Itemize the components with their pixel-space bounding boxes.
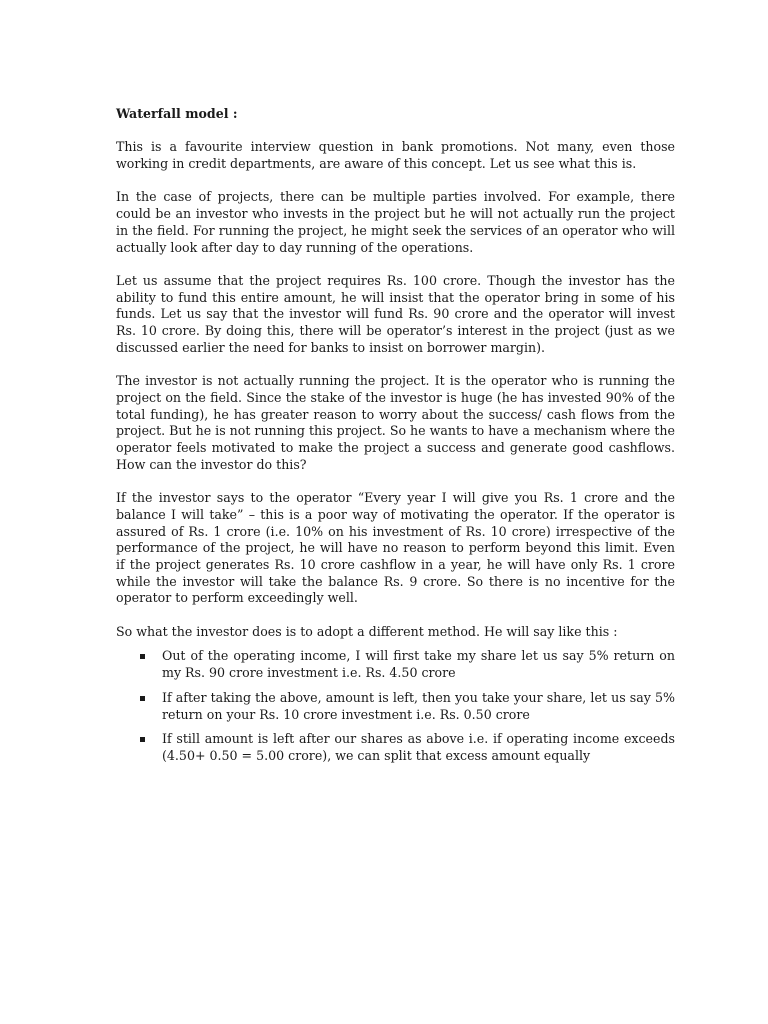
list-item — [116, 690, 675, 723]
list-item-text: If still amount is left after our shares as above i.e. if operating income exceeds (4.50+ 0.50 = 5.00 crore), we can split that excess amount equally — [162, 731, 675, 763]
bullet-list — [116, 648, 675, 764]
document-title: Waterfall model : — [116, 106, 238, 121]
paragraph-funding: Let us assume that the project requires Rs. 100 crore. Though the investor has the ability to fund this entire amount, he will insist that the operator bring in some of his funds. Let us say that the investor will fund Rs. 90 crore and the operator will invest Rs. 10 crore. By doing this, there will be operator’s interest in the project (just as we discussed earlier the need for banks to insist on borrower margin). — [116, 272, 675, 355]
list-item — [116, 731, 675, 764]
list-item-text: Out of the operating income, I will first take my share let us say 5% return on my Rs. 90 crore investment i.e. Rs. 4.50 crore — [162, 648, 675, 681]
paragraph-intro: This is a favourite interview question in bank promotions. Not many, even those working in credit departments, are aware of this concept. Let us see what this is. — [116, 139, 675, 172]
list-item — [116, 648, 675, 681]
paragraph-parties: In the case of projects, there can be multiple parties involved. For example, there could be an investor who invests in the project but he will not actually run the project in the field. For running the project, he might seek the services of an operator who will actually look after day to day running of the operations. — [116, 189, 675, 255]
square-bullet-icon — [140, 654, 145, 659]
paragraph-poor-method: If the investor says to the operator “Every year I will give you Rs. 1 crore and the balance I will take” – this is a poor way of motivating the operator. If the operator is assured of Rs. 1 crore (i.e. 10% on his investment of Rs. 10 crore) irrespective of the performance of the project, he will have no reason to perform beyond this limit. Even if the project generates Rs. 10 crore cashflow in a year, he will have only Rs. 1 crore while the investor will take the balance Rs. 9 crore. So there is no incentive for the operator to perform exceedingly well. — [116, 490, 675, 606]
paragraph-motivation: The investor is not actually running the project. It is the operator who is running the project on the field. Since the stake of the investor is huge (he has invested 90% of the total funding), he has greater reason to worry about the success/ cash flows from the project. But he is not running this project. So he wants to have a mechanism where the operator feels motivated to make the project a success and generate good cashflows. How can the investor do this? — [116, 373, 675, 472]
paragraph-different-method: So what the investor does is to adopt a different method. He will say like this : — [116, 623, 618, 639]
list-item-text: If after taking the above, amount is left, then you take your share, let us say 5% return on your Rs. 10 crore investment i.e. Rs. 0.50 crore — [162, 689, 675, 722]
square-bullet-icon — [140, 696, 145, 701]
square-bullet-icon — [140, 737, 145, 742]
document-page — [116, 106, 675, 773]
